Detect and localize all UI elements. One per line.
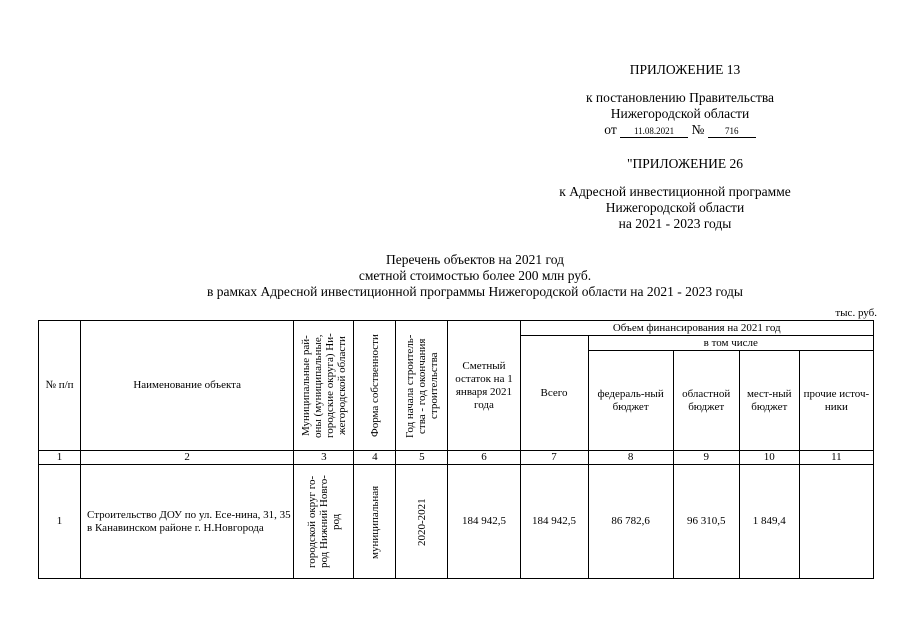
row-local: 1 849,4 (739, 465, 799, 579)
row-federal: 86 782,6 (588, 465, 673, 579)
decree-date: 11.08.2021 (620, 126, 688, 138)
col-number: 1 (39, 451, 81, 465)
row-other (799, 465, 873, 579)
header-other: прочие источ-ники (799, 351, 873, 451)
decree-reference (555, 90, 805, 138)
document-title (130, 252, 820, 300)
row-district-text: городской округ го-род Нижний Новго-род (305, 475, 342, 568)
header-ownership-text: Форма собственности (368, 334, 381, 437)
program-line-3: на 2021 - 2023 годы (618, 216, 732, 231)
appendix26-title: "ПРИЛОЖЕНИЕ 26 (626, 156, 744, 171)
col-number: 10 (739, 451, 799, 465)
date-prefix: от (604, 122, 617, 137)
decree-number: 716 (708, 126, 756, 138)
header-remainder: Сметный остаток на 1 января 2021 года (448, 321, 520, 451)
col-number: 6 (448, 451, 520, 465)
table-row (39, 465, 874, 579)
header-district-text: Муниципальные рай-оны (муниципальные, городские округа) Ни-жегородской области (299, 333, 348, 438)
title-line-1: Перечень объектов на 2021 год (386, 252, 564, 267)
row-total: 184 942,5 (520, 465, 588, 579)
title-line-3: в рамках Адресной инвестиционной программы Нижегородской области на 2021 - 2023 годы (207, 284, 743, 299)
row-years (396, 465, 448, 579)
units-label: тыс. руб. (835, 307, 877, 319)
col-number: 11 (799, 451, 873, 465)
row-years-text: 2020-2021 (415, 497, 428, 546)
col-number: 3 (294, 451, 354, 465)
header-row-1 (39, 321, 874, 336)
appendix-title: ПРИЛОЖЕНИЕ 13 (629, 62, 741, 77)
header-ownership (354, 321, 396, 451)
col-number: 7 (520, 451, 588, 465)
header-years (396, 321, 448, 451)
col-number: 2 (81, 451, 294, 465)
row-district (294, 465, 354, 579)
header-regional: областной бюджет (673, 351, 739, 451)
header-years-text: Год начала строитель-ства - год окончания строительства (403, 333, 440, 438)
header-num: № п/п (39, 321, 81, 451)
row-num: 1 (39, 465, 81, 579)
row-ownership-text: муниципальная (368, 484, 381, 559)
decree-date-number (555, 122, 805, 138)
row-remainder: 184 942,5 (448, 465, 520, 579)
col-number: 8 (588, 451, 673, 465)
number-prefix: № (691, 122, 705, 137)
row-object-name: Строительство ДОУ по ул. Есе-нина, 31, 35 в Канавинском районе г. Н.Новгорода (81, 465, 294, 579)
decree-line-2: Нижегородской области (610, 106, 750, 121)
row-regional: 96 310,5 (673, 465, 739, 579)
program-reference (540, 184, 810, 232)
header-funding-group: Объем финансирования на 2021 год (520, 321, 873, 336)
title-line-2: сметной стоимостью более 200 млн руб. (358, 268, 592, 283)
objects-table (38, 320, 874, 579)
col-number: 9 (673, 451, 739, 465)
header-federal: федераль-ный бюджет (588, 351, 673, 451)
header-name: Наименование объекта (81, 321, 294, 451)
program-line-1: к Адресной инвестиционной программе (559, 184, 791, 199)
row-ownership (354, 465, 396, 579)
decree-line-1: к постановлению Правительства (585, 90, 775, 105)
header-including: в том числе (588, 336, 873, 351)
program-line-2: Нижегородской области (605, 200, 745, 215)
column-number-row (39, 451, 874, 465)
header-total: Всего (520, 336, 588, 451)
col-number: 4 (354, 451, 396, 465)
header-district (294, 321, 354, 451)
col-number: 5 (396, 451, 448, 465)
header-local: мест-ный бюджет (739, 351, 799, 451)
